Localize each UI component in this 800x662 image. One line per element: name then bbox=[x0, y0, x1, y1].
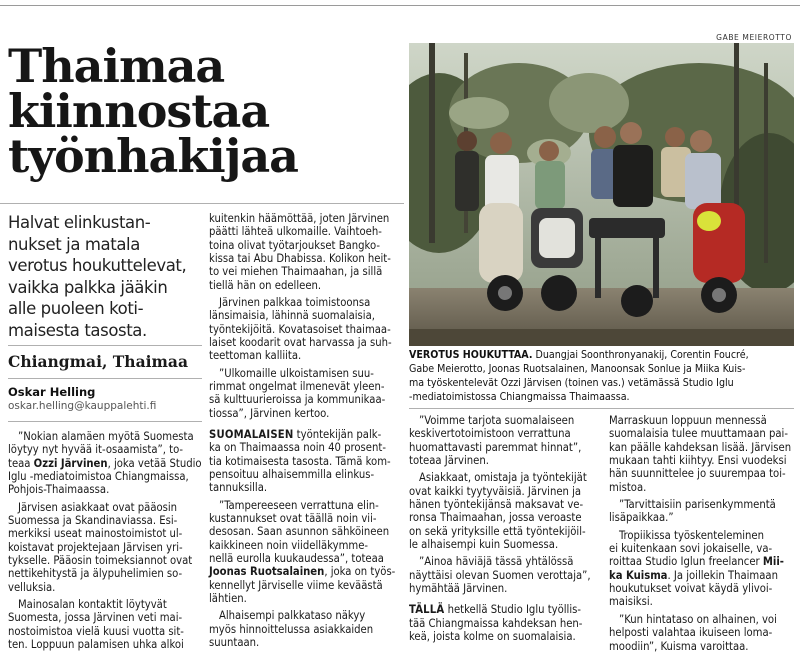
line-text: päätti lähteä ulkomaille. Vaihtoeh- bbox=[209, 225, 382, 239]
line-text: tannuksilla. bbox=[209, 481, 268, 495]
text-line bbox=[609, 595, 799, 608]
person-name: Joonas Ruotsalainen bbox=[209, 565, 325, 579]
text-line bbox=[409, 582, 601, 595]
text-line bbox=[209, 393, 405, 406]
caption-kicker: VEROTUS HOUKUTTAA. bbox=[409, 349, 533, 361]
lead-line: alle puoleen koti- bbox=[8, 299, 144, 319]
line-text: toteaa Järvinen. bbox=[409, 454, 489, 468]
line-text: länsimaisia, lähinnä suomalaisia, bbox=[209, 309, 375, 323]
dateline: Chiangmai, Thaimaa bbox=[8, 352, 188, 371]
text-line bbox=[209, 579, 405, 592]
divider bbox=[8, 378, 202, 379]
line-text: roittaa Studio Iglun freelancer bbox=[609, 555, 763, 569]
text-line bbox=[8, 483, 204, 496]
line-text: mukaan tahti kiihtyy. Ensi vuodeksi bbox=[609, 454, 787, 468]
line-text: lähtien. bbox=[209, 592, 247, 606]
line-text: kissa tai Abu Dhabissa. Kolikon heit- bbox=[209, 252, 391, 266]
text-line bbox=[209, 279, 405, 292]
headline-line: Thaimaa bbox=[8, 39, 225, 93]
line-text: laiset koodarit ovat harvassa ja suh- bbox=[209, 336, 392, 350]
text-line bbox=[209, 225, 405, 238]
text-line bbox=[209, 296, 405, 309]
text-line bbox=[409, 538, 601, 551]
caption-line bbox=[409, 348, 794, 362]
text-line bbox=[609, 640, 799, 653]
line-text: Mainosalan kontaktit löytyvät bbox=[18, 598, 167, 612]
line-text: ovat kaikki tyytyväisiä. Järvinen ja bbox=[409, 484, 582, 498]
divider bbox=[8, 421, 202, 422]
line-text: myös hinnoittelussa asiakkaiden bbox=[209, 622, 374, 636]
text-line bbox=[209, 407, 405, 420]
line-text: lisäpaikkaa.” bbox=[609, 511, 674, 525]
lead-line: maisesta tasosta. bbox=[8, 320, 147, 340]
caption-line: ma työskentelevät Ozzi Järvisen (toinen vas.) vetämässä Studio Iglu bbox=[409, 377, 734, 389]
line-text: ”Voimme tarjota suomalaiseen bbox=[419, 414, 575, 427]
text-line bbox=[409, 427, 601, 440]
text-line bbox=[8, 638, 204, 651]
line-text: teettoman kalliita. bbox=[209, 349, 302, 363]
subhead-word: SUOMALAISEN bbox=[209, 428, 294, 441]
text-line bbox=[409, 555, 601, 568]
text-line bbox=[609, 441, 799, 454]
line-text: tää Chiangmaissa kahdeksan hen- bbox=[409, 616, 583, 630]
line-text: ronsa Thaimaahan, jossa veroaste bbox=[409, 511, 582, 525]
text-line bbox=[609, 626, 799, 639]
body-column-2-top bbox=[209, 212, 405, 420]
text-line bbox=[209, 265, 405, 278]
text-line bbox=[209, 323, 405, 336]
text-line bbox=[209, 309, 405, 322]
text-line bbox=[8, 611, 204, 624]
top-rule bbox=[0, 5, 800, 6]
text-line bbox=[409, 569, 601, 582]
line-text: ”Tampereeseen verrattuna elin- bbox=[219, 498, 379, 512]
divider bbox=[0, 203, 404, 204]
subhead-word: TÄLLÄ bbox=[409, 603, 445, 617]
line-text: on sekä yrityksille että työntekijöil- bbox=[409, 524, 586, 538]
person-name: Mii- bbox=[762, 555, 784, 569]
text-line bbox=[8, 527, 204, 540]
caption-line: Gabe Meierotto, Joonas Ruotsalainen, Manoonsak Sonlue ja Miika Kuis- bbox=[409, 363, 746, 375]
line-text: Iglu -mediatoimistoa Chiangmaissa, bbox=[8, 470, 189, 484]
line-text: kennellyt Järviselle viime keväästä bbox=[209, 578, 383, 592]
lead-paragraph bbox=[8, 212, 208, 342]
text-line bbox=[209, 252, 405, 265]
photo-caption bbox=[409, 348, 794, 404]
line-text: suomalaisia tulee muuttamaan pai- bbox=[609, 427, 788, 441]
text-line bbox=[409, 630, 601, 643]
text-line bbox=[209, 481, 405, 494]
text-line bbox=[209, 592, 405, 605]
lead-line: verotus houkuttelevat, bbox=[8, 256, 187, 276]
line-text: työntekijöitä. Kovatasoiset thaimaa- bbox=[209, 322, 391, 336]
line-text: toina olivat työtarjoukset Bangko- bbox=[209, 238, 380, 252]
text-line bbox=[409, 441, 601, 454]
divider bbox=[409, 408, 794, 409]
text-line bbox=[209, 455, 405, 468]
line-text: Suomessa ja Skandinaviassa. Esi- bbox=[8, 514, 178, 528]
text-line bbox=[609, 569, 799, 582]
text-line bbox=[209, 367, 405, 380]
divider bbox=[8, 345, 202, 346]
line-text: maisiksi. bbox=[609, 595, 653, 609]
text-line bbox=[209, 468, 405, 481]
text-line bbox=[8, 443, 204, 456]
text-line bbox=[8, 581, 204, 594]
line-text: ten. Loppuun palamisen uhka alkoi bbox=[8, 638, 184, 652]
line-text: nettikehitystä ja älypuhelimien so- bbox=[8, 567, 183, 581]
line-text: ”Kun hintataso on alhainen, voi bbox=[619, 612, 777, 626]
text-line bbox=[209, 212, 405, 225]
text-line bbox=[8, 541, 204, 554]
text-line bbox=[409, 511, 601, 524]
line-text: suuntaan. bbox=[209, 636, 260, 650]
line-text: Suomesta, jossa Järvinen veti mai- bbox=[8, 611, 183, 625]
line-text: Alhaisempi palkkataso näkyy bbox=[219, 609, 366, 623]
line-text: . Ja joillekin Thaimaan bbox=[667, 568, 778, 582]
text-line bbox=[209, 349, 405, 362]
line-text: näyttäisi olevan Suomen verottaja”, bbox=[409, 568, 591, 582]
text-line bbox=[8, 514, 204, 527]
line-text: hän suunnittelee jo suurempaa toi- bbox=[609, 467, 786, 481]
line-text: tia kotimaisesta tasosta. Tämä kom- bbox=[209, 454, 391, 468]
person-name: Ozzi Järvinen bbox=[33, 456, 108, 470]
line-text: kaikkineen noin viidelläkymme- bbox=[209, 538, 369, 552]
line-text: rimmat ongelmat ilmenevät yleen- bbox=[209, 380, 385, 394]
text-line bbox=[209, 623, 405, 636]
line-text: huomattavasti paremmat hinnat”, bbox=[409, 440, 582, 454]
line-text: Järvinen palkkaa toimistoonsa bbox=[219, 296, 371, 310]
text-line bbox=[8, 598, 204, 611]
person-name: ka Kuisma bbox=[609, 568, 668, 582]
text-line bbox=[8, 470, 204, 483]
line-text: ”Nokian alamäen myötä Suomesta bbox=[18, 430, 194, 443]
line-text: Järvisen asiakkaat ovat pääosin bbox=[18, 500, 178, 514]
line-text: ei kuitenkaan sovi jokaiselle, va- bbox=[609, 542, 773, 556]
line-text: kuitenkin häämöttää, joten Järvinen bbox=[209, 212, 390, 225]
text-line bbox=[409, 414, 601, 427]
author-name: Oskar Helling bbox=[8, 385, 96, 399]
text-line bbox=[209, 636, 405, 649]
text-line bbox=[609, 481, 799, 494]
text-line bbox=[409, 603, 601, 616]
line-text: ka on Thaimaassa noin 40 prosent- bbox=[209, 441, 386, 455]
author-email[interactable]: oskar.helling@kauppalehti.fi bbox=[8, 400, 157, 412]
text-line bbox=[609, 542, 799, 555]
line-text: desosan. Saan asunnon sähköineen bbox=[209, 525, 390, 539]
text-line bbox=[209, 428, 405, 441]
caption-text: Duangjai Soonthronyanakij, Corentin Foucré, bbox=[532, 349, 749, 361]
text-line bbox=[8, 501, 204, 514]
body-column-4 bbox=[609, 414, 799, 653]
text-line bbox=[209, 380, 405, 393]
lead-line: Halvat elinkustan- bbox=[8, 213, 151, 232]
body-column-3 bbox=[409, 414, 601, 644]
line-text: koistavat projektejaan Järvisen yri- bbox=[8, 540, 183, 554]
line-text: työntekijän palk- bbox=[293, 428, 382, 441]
line-text: pensoituu alhaisemmilla elinkus- bbox=[209, 468, 375, 482]
line-text: helposti valahtaa ikuiseen loma- bbox=[609, 626, 773, 640]
line-text: nostoimistoa vielä kuusi vuotta sit- bbox=[8, 624, 184, 638]
lead-line: vaikka palkka jääkin bbox=[8, 277, 168, 297]
line-text: Marraskuun loppuun mennessä bbox=[609, 414, 767, 427]
text-line bbox=[209, 441, 405, 454]
line-text: teaa bbox=[8, 456, 34, 470]
line-text: mistoa. bbox=[609, 480, 647, 494]
photo-credit: GABE MEIEROTTO bbox=[716, 33, 792, 42]
text-line bbox=[209, 565, 405, 578]
team-photo bbox=[409, 43, 794, 346]
text-line bbox=[609, 582, 799, 595]
body-column-2-bottom bbox=[209, 428, 405, 650]
line-text: ”Ulkomaille ulkoistamisen suu- bbox=[219, 366, 374, 380]
text-line bbox=[609, 529, 799, 542]
text-line bbox=[609, 613, 799, 626]
line-text: , joka on työs- bbox=[324, 565, 396, 579]
headline bbox=[8, 39, 404, 183]
line-text: velluksia. bbox=[8, 580, 56, 594]
line-text: sä kulttuurieroissa ja kommunikaa- bbox=[209, 393, 386, 407]
text-line bbox=[409, 525, 601, 538]
body-column-1 bbox=[8, 430, 204, 652]
text-line bbox=[609, 414, 799, 427]
text-line bbox=[209, 499, 405, 512]
text-line bbox=[409, 617, 601, 630]
line-text: , joka vetää Studio bbox=[107, 456, 202, 470]
line-text: hetkellä Studio Iglu työllis- bbox=[444, 603, 582, 617]
line-text: nellä eurolla kuukaudessa”, toteaa bbox=[209, 552, 384, 566]
line-text: kan päälle kahdeksan lisää. Järvisen bbox=[609, 440, 792, 454]
text-line bbox=[609, 511, 799, 524]
line-text: ”Tarvittaisiin parisenkymmentä bbox=[619, 498, 776, 512]
text-line bbox=[8, 567, 204, 580]
text-line bbox=[209, 552, 405, 565]
text-line bbox=[209, 539, 405, 552]
caption-line: -mediatoimistossa Chiangmaissa Thaimaassa. bbox=[409, 391, 630, 403]
text-line bbox=[609, 454, 799, 467]
line-text: keä, joista kolme on suomalaisia. bbox=[409, 630, 576, 644]
line-text: le alhaisempi kuin Suomessa. bbox=[409, 538, 559, 552]
line-text: tiossa”, Järvinen kertoo. bbox=[209, 406, 330, 420]
line-text: löytyy nyt hyvää it-osaamista”, to- bbox=[8, 443, 184, 457]
line-text: to vei miehen Thaimaahan, ja sillä bbox=[209, 265, 383, 279]
line-text: Asiakkaat, omistaja ja työntekijät bbox=[419, 471, 587, 485]
headline-line: työnhakijaa bbox=[8, 129, 298, 183]
line-text: keskivertotoimistoon verrattuna bbox=[409, 427, 571, 441]
line-text: houkutukset voivat käydä ylivoi- bbox=[609, 582, 773, 596]
line-text: kustannukset ovat täällä noin vii- bbox=[209, 512, 377, 526]
text-line bbox=[209, 239, 405, 252]
text-line bbox=[8, 625, 204, 638]
line-text: hänen työntekijänsä maksavat ve- bbox=[409, 498, 584, 512]
text-line bbox=[409, 498, 601, 511]
text-line bbox=[8, 554, 204, 567]
text-line bbox=[8, 430, 204, 443]
text-line bbox=[209, 512, 405, 525]
text-line bbox=[409, 454, 601, 467]
line-text: tykselle. Pääosin toimeksiannot ovat bbox=[8, 554, 193, 568]
text-line bbox=[609, 467, 799, 480]
text-line bbox=[609, 427, 799, 440]
line-text: Tropiikissa työskenteleminen bbox=[619, 528, 764, 542]
line-text: tiellä hän on edelleen. bbox=[209, 278, 322, 292]
text-line bbox=[609, 498, 799, 511]
line-text: ”Ainoa häviäjä tässä yhtälössä bbox=[419, 555, 574, 569]
text-line bbox=[209, 609, 405, 622]
line-text: moodiin”, Kuisma varoittaa. bbox=[609, 639, 749, 653]
text-line bbox=[409, 471, 601, 484]
line-text: Pohjois-Thaimaassa. bbox=[8, 483, 110, 497]
text-line bbox=[209, 525, 405, 538]
text-line bbox=[409, 485, 601, 498]
text-line bbox=[209, 336, 405, 349]
text-line bbox=[8, 457, 204, 470]
text-line bbox=[609, 555, 799, 568]
line-text: hymähtää Järvinen. bbox=[409, 582, 508, 596]
headline-line: kiinnostaa bbox=[8, 84, 270, 138]
lead-line: nukset ja matala bbox=[8, 234, 140, 254]
line-text: merkiksi useat mainostoimistot ul- bbox=[8, 527, 183, 541]
